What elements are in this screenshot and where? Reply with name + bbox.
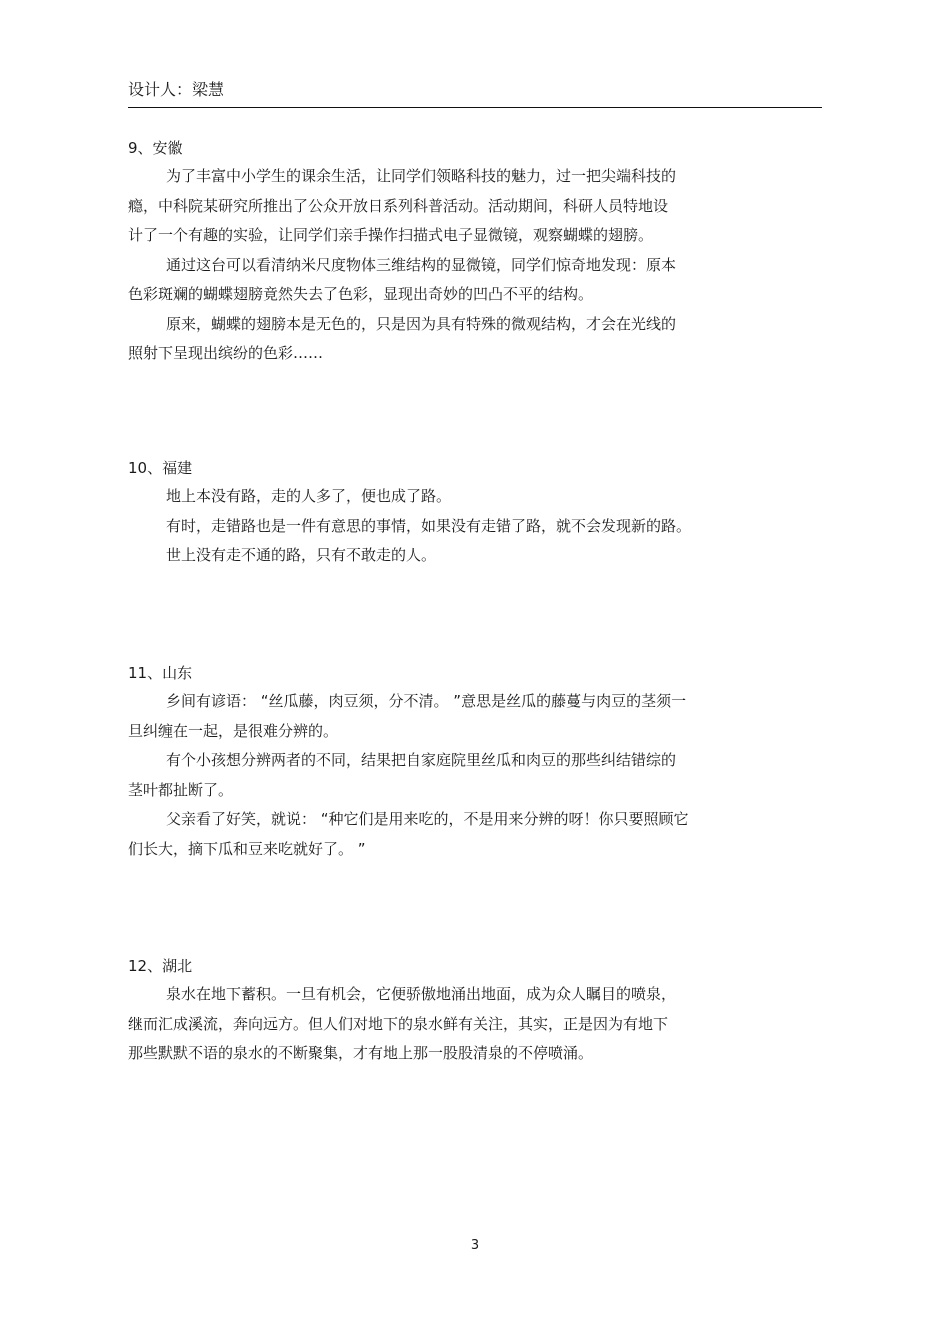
paragraph-line: 继而汇成溪流，奔向远方。但人们对地下的泉水鲜有关注，其实，正是因为有地下 (128, 1014, 669, 1033)
paragraph-line: 那些默默不语的泉水的不断聚集，才有地上那一股股清泉的不停喷涌。 (128, 1044, 594, 1062)
paragraph-line: 为了丰富中小学生的课余生活，让同学们领略科技的魅力，过一把尖端科技的 (166, 167, 677, 185)
paragraph-line: 旦纠缠在一起，是很难分辨的。 (128, 721, 339, 740)
section-title: 11、山东 (128, 664, 193, 682)
paragraph-line: 瘾，中科院某研究所推出了公众开放日系列科普活动。活动期间，科研人员特地设 (128, 196, 669, 215)
paragraph-line: 茎叶都扯断了。 (128, 780, 234, 799)
paragraph-line: 色彩斑斓的蝴蝶翅膀竟然失去了色彩，显现出奇妙的凹凸不平的结构。 (128, 285, 594, 303)
paragraph-line: 父亲看了好笑，就说： “种它们是用来吃的，不是用来分辨的呀！你只要照顾它 (166, 810, 689, 828)
section-title: 12、湖北 (128, 957, 193, 975)
section-hubei (128, 952, 808, 1069)
paragraph-line: 乡间有谚语： “丝瓜藤，肉豆须，分不清。 ”意思是丝瓜的藤蔓与肉豆的茎须一 (166, 692, 687, 710)
paragraph-line: 泉水在地下蓄积。一旦有机会，它便骄傲地涌出地面，成为众人瞩目的喷泉， (166, 985, 677, 1003)
paragraph-line: 原来，蝴蝶的翅膀本是无色的，只是因为具有特殊的微观结构，才会在光线的 (166, 314, 677, 333)
paragraph-line: 世上没有走不通的路，只有不敢走的人。 (166, 546, 437, 564)
section-title: 9、安徽 (128, 139, 183, 157)
section-shandong (128, 659, 808, 864)
header-divider (128, 107, 822, 108)
section-title: 10、福建 (128, 459, 193, 477)
paragraph-line: 们长大，摘下瓜和豆来吃就好了。 ” (128, 839, 366, 858)
paragraph-line: 照射下呈现出缤纷的色彩…… (128, 344, 324, 362)
designer-header: 设计人：梁慧 (128, 80, 225, 99)
paragraph-line: 通过这台可以看清纳米尺度物体三维结构的显微镜，同学们惊奇地发现：原本 (166, 255, 677, 274)
paragraph-line: 计了一个有趣的实验，让同学们亲手操作扫描式电子显微镜，观察蝴蝶的翅膀。 (128, 226, 654, 244)
section-anhui (128, 134, 808, 369)
paragraph-line: 地上本没有路，走的人多了，便也成了路。 (166, 487, 452, 505)
page-number: 3 (470, 1238, 480, 1253)
paragraph-line: 有个小孩想分辨两者的不同，结果把自家庭院里丝瓜和肉豆的那些纠结错综的 (166, 751, 677, 769)
section-fujian (128, 454, 808, 571)
paragraph-line: 有时，走错路也是一件有意思的事情，如果没有走错了路，就不会发现新的路。 (166, 516, 692, 535)
